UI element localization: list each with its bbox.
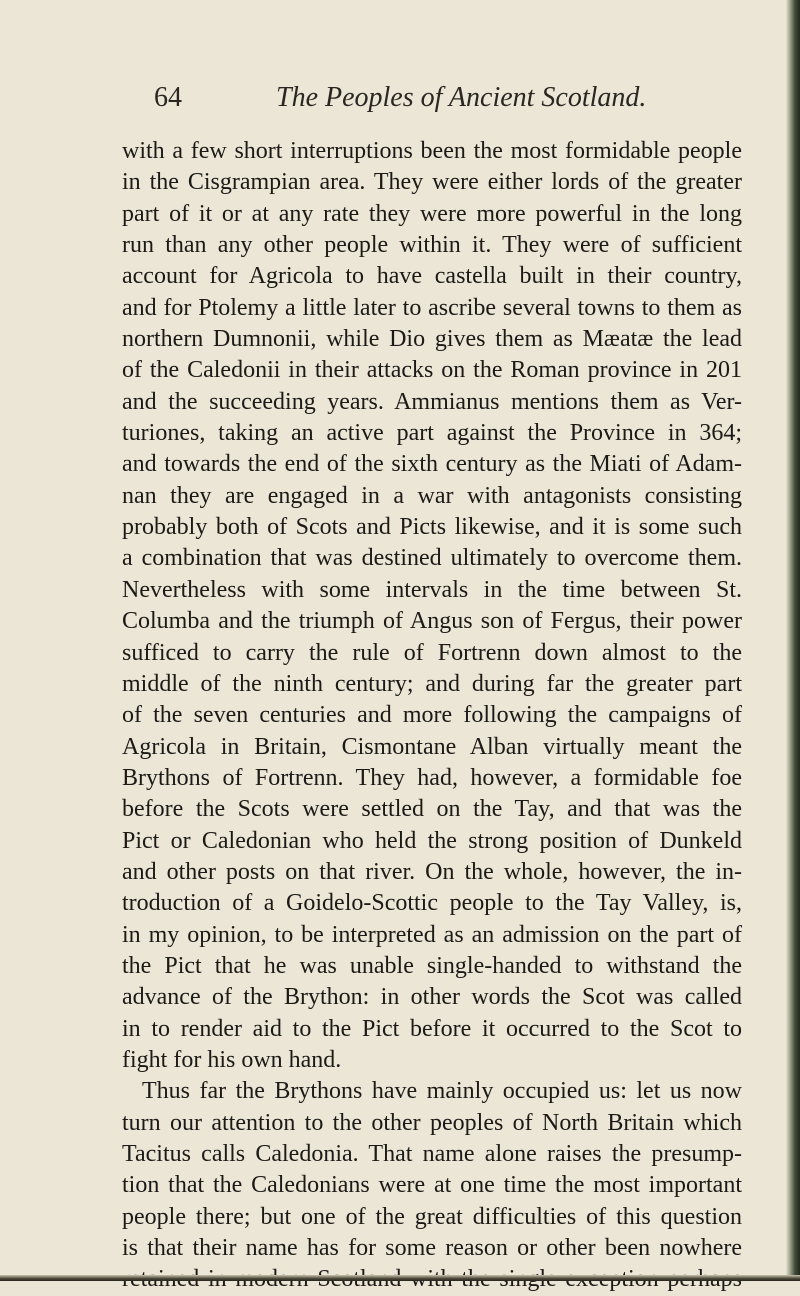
body-text [122,136,742,1296]
text-line: Brythons of Fortrenn. They had, however, a formidable foe [122,764,742,791]
text-line: middle of the ninth century; and during far the greater part [122,670,742,697]
page-number: 64 [154,82,182,113]
running-head [0,82,786,122]
text-line: in my opinion, to be interpreted as an admission on the part of [122,921,742,948]
text-line: probably both of Scots and Picts likewise, and it is some such [122,514,742,541]
text-line: turiones, taking an active part against the Province in 364; [122,420,742,447]
text-line: Agricola in Britain, Cismontane Alban virtually meant the [122,733,742,760]
text-line: part of it or at any rate they were more powerful in the long [122,200,742,227]
text-line: is that their name has for some reason or other been nowhere [122,1235,742,1262]
text-line: with a few short interruptions been the most formidable people [122,138,742,164]
text-line: people there; but one of the great difficulties of this question [122,1203,742,1230]
text-line: before the Scots were settled on the Tay, and that was the [122,796,742,823]
paragraph-end-line: fight for his own hand. [122,1046,342,1073]
text-line: a combination that was destined ultimately to overcome them. [122,545,742,572]
text-line: account for Agricola to have castella built in their country, [122,263,742,290]
text-line: advance of the Brython: in other words the Scot was called [122,984,742,1011]
text-line: and the succeeding years. Ammianus mentions them as Ver- [122,388,742,415]
text-line: Pict or Caledonian who held the strong position of Dunkeld [122,827,742,854]
text-line: and for Ptolemy a little later to ascribe several towns to them as [122,294,742,321]
paragraph-start-line: Thus far the Brythons have mainly occupied us: let us now [142,1078,742,1105]
running-title: The Peoples of Ancient Scotland. [276,82,647,113]
text-line: northern Dumnonii, while Dio gives them as Mæatæ the lead [122,326,742,353]
text-line: in the Cisgrampian area. They were either lords of the greater [122,169,742,196]
text-line: turn our attention to the other peoples of North Britain which [122,1109,742,1136]
text-line: troduction of a Goidelo-Scottic people to the Tay Valley, is, [122,890,742,917]
text-line: and other posts on that river. On the whole, however, the in- [122,858,742,885]
text-line: Columba and the triumph of Angus son of Fergus, their power [122,608,742,635]
text-line: of the Caledonii in their attacks on the Roman province in 201 [122,357,742,384]
text-line: in to render aid to the Pict before it occurred to the Scot to [122,1015,742,1042]
page-bottom-edge [0,1275,800,1281]
text-line: nan they are engaged in a war with antagonists consisting [122,482,742,509]
text-line: and towards the end of the sixth century as the Miati of Adam- [122,451,742,478]
text-line: Nevertheless with some intervals in the time between St. [122,576,742,603]
text-line: sufficed to carry the rule of Fortrenn down almost to the [122,639,742,666]
text-line: of the seven centuries and more following the campaigns of [122,702,742,729]
book-spine-edge [786,0,800,1281]
text-line: tion that the Caledonians were at one time the most important [122,1172,742,1199]
text-line: the Pict that he was unable single-handed to withstand the [122,952,742,979]
text-line: run than any other people within it. They were of sufficient [122,232,742,259]
text-line: Tacitus calls Caledonia. That name alone raises the presump- [122,1141,742,1167]
